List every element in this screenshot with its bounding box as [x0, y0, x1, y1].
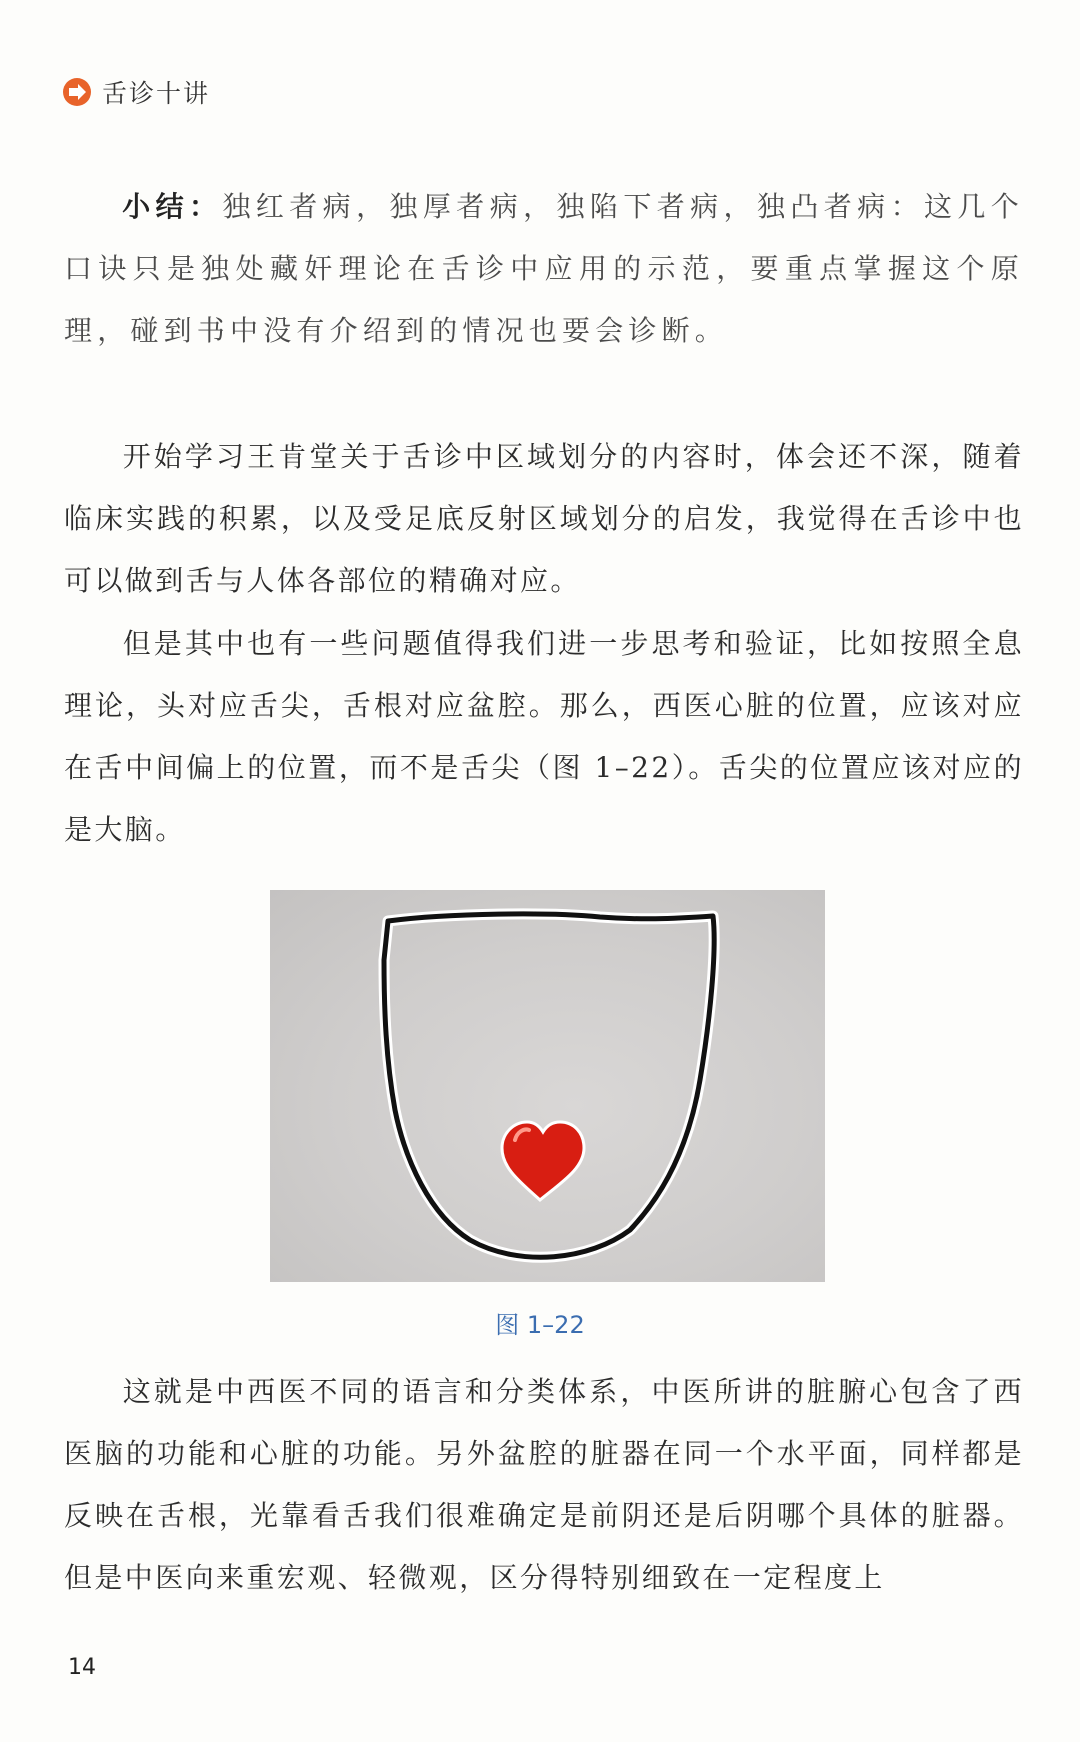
heart-icon	[502, 1122, 584, 1200]
tongue-figure	[270, 890, 825, 1282]
book-title: 舌诊十讲	[102, 79, 211, 108]
paragraph-text: 这就是中西医不同的语言和分类体系，中医所讲的脏腑心包含了西医脑的功能和心脏的功能。另外盆腔的脏器在同一个水平面，同样都是反映在舌根，光靠看舌我们很难确定是前阴还是后阴哪个具体的脏器。但是中医向来重宏观、轻微观，区分得特别细致在一定程度上	[64, 1375, 1024, 1594]
page-number: 14	[68, 1655, 96, 1680]
tongue-diagram	[270, 890, 825, 1282]
summary-paragraph	[64, 176, 1024, 362]
body-paragraph-1	[64, 426, 1024, 612]
summary-text: 独红者病，独厚者病，独陷下者病，独凸者病：这几个口诀只是独处藏奸理论在舌诊中应用的示范，要重点掌握这个原理，碰到书中没有介绍到的情况也要会诊断。	[64, 190, 1024, 347]
running-header	[62, 72, 210, 112]
paragraph-text: 但是其中也有一些问题值得我们进一步思考和验证，比如按照全息理论，头对应舌尖，舌根对应盆腔。那么，西医心脏的位置，应该对应在舌中间偏上的位置，而不是舌尖（图 1–22）。舌尖的位置应该对应的是大脑。	[64, 627, 1024, 846]
arrow-circle-icon	[62, 77, 92, 107]
summary-label: 小结：	[122, 190, 223, 223]
body-paragraph-2	[64, 613, 1024, 861]
paragraph-text: 开始学习王肯堂关于舌诊中区域划分的内容时，体会还不深，随着临床实践的积累，以及受足底反射区域划分的启发，我觉得在舌诊中也可以做到舌与人体各部位的精确对应。	[64, 440, 1024, 597]
body-paragraph-3	[64, 1361, 1024, 1609]
figure-caption: 图 1–22	[495, 1311, 585, 1339]
